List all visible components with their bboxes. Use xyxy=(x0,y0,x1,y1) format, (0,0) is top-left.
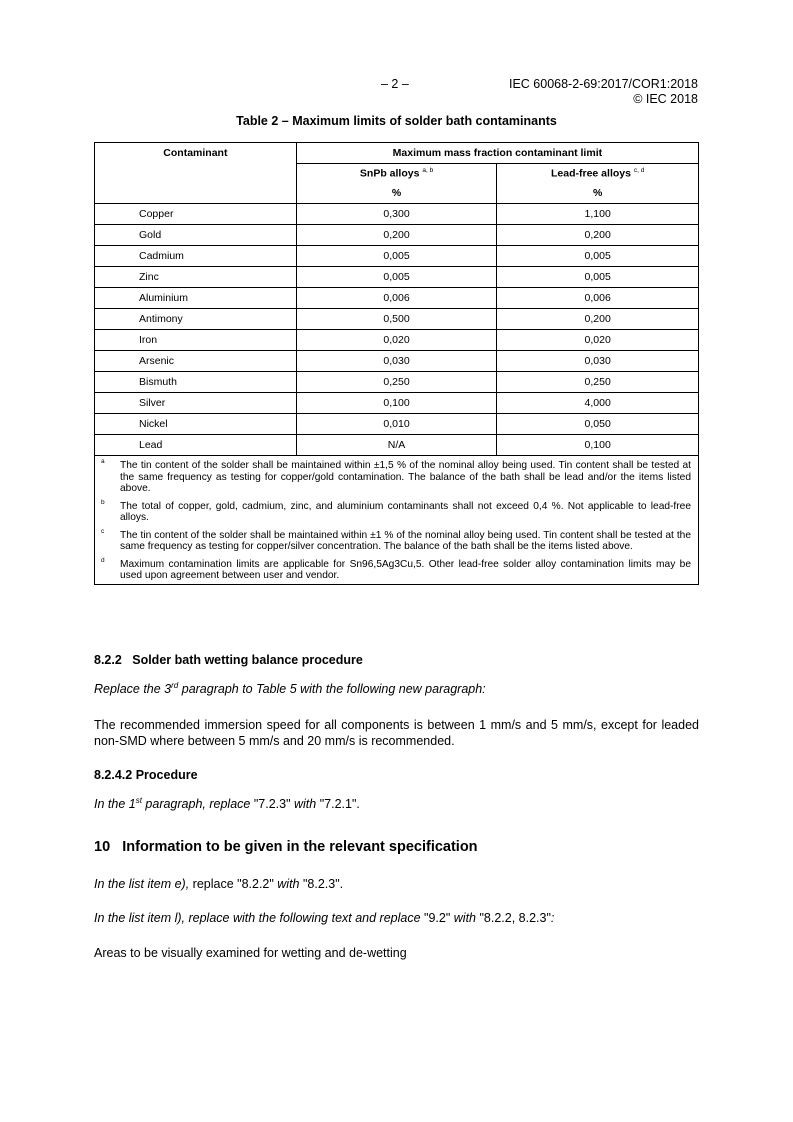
header-contaminant: Contaminant xyxy=(95,143,297,204)
instr-8242-b: paragraph, replace xyxy=(141,797,254,812)
table-row xyxy=(95,393,699,414)
table-footnote xyxy=(95,526,698,555)
contaminant-name: Cadmium xyxy=(95,246,297,267)
footnote-marker: b xyxy=(101,498,105,506)
item-e-d: "8.2.3". xyxy=(299,877,344,891)
table-row xyxy=(95,414,699,435)
item-l-a: In the list item l), replace with the following text and replace xyxy=(94,911,425,925)
document-id: IEC 60068-2-69:2017/COR1:2018 xyxy=(508,77,698,91)
page-number: – 2 – xyxy=(381,77,409,91)
header-snpb-label: SnPb alloys xyxy=(359,167,420,180)
section-8-2-4-2-instruction xyxy=(94,796,360,811)
header-leadfree xyxy=(497,164,699,184)
contaminant-name: Zinc xyxy=(95,267,297,288)
snpb-value: 0,030 xyxy=(296,351,497,372)
leadfree-value: 1,100 xyxy=(497,204,699,225)
table-row xyxy=(95,372,699,393)
header-snpb-notes: a, b xyxy=(422,167,434,175)
table-title: Table 2 – Maximum limits of solder bath contaminants xyxy=(236,114,557,128)
leadfree-value: 0,030 xyxy=(497,351,699,372)
contaminant-name: Silver xyxy=(95,393,297,414)
leadfree-value: 0,050 xyxy=(497,414,699,435)
snpb-value: 0,020 xyxy=(296,330,497,351)
table-row xyxy=(95,309,699,330)
table-footnotes-row xyxy=(95,456,699,585)
leadfree-value: 4,000 xyxy=(497,393,699,414)
section-8-2-2-instruction xyxy=(94,681,486,696)
section-10-item-e xyxy=(94,877,343,891)
table-row xyxy=(95,288,699,309)
section-8-2-2-number: 8.2.2 xyxy=(94,653,122,667)
contaminant-name: Gold xyxy=(95,225,297,246)
copyright-notice: © IEC 2018 xyxy=(633,92,698,106)
table-header-row xyxy=(95,143,699,164)
section-8-2-2-body: The recommended immersion speed for all components is between 1 mm/s and 5 mm/s, except for leaded non-SMD where between 5 mm/s and 20 mm/s is recommended. xyxy=(94,718,699,748)
table-row xyxy=(95,330,699,351)
footnote-text: Maximum contamination limits are applicable for Sn96,5Ag3Cu,5. Other lead-free solder alloy contamination limits may be used upon agreement between user and vendor. xyxy=(120,558,691,581)
table-row xyxy=(95,204,699,225)
leadfree-value: 0,006 xyxy=(497,288,699,309)
leadfree-value: 0,200 xyxy=(497,225,699,246)
snpb-value: 0,100 xyxy=(296,393,497,414)
footnote-marker: c xyxy=(101,527,105,535)
section-8-2-2-title: Solder bath wetting balance procedure xyxy=(132,653,363,667)
contaminant-name: Aluminium xyxy=(95,288,297,309)
document-header xyxy=(509,77,698,107)
contaminant-name: Bismuth xyxy=(95,372,297,393)
unit-snpb: % xyxy=(296,183,497,204)
unit-leadfree: % xyxy=(497,183,699,204)
header-leadfree-notes: c, d xyxy=(633,167,645,175)
item-e-b: replace "8.2.2" xyxy=(189,877,278,891)
leadfree-value: 0,005 xyxy=(497,267,699,288)
table-footnote xyxy=(95,555,698,584)
table-row xyxy=(95,246,699,267)
contaminants-table xyxy=(94,142,699,585)
contaminant-name: Nickel xyxy=(95,414,297,435)
footnote-text: The tin content of the solder shall be maintained within ±1,5 % of the nominal alloy being used. Tin content shall be tested at the same frequency as testing for copper/gold contamination. The balance of the bath shall be lead and/or the items listed above. xyxy=(120,460,691,494)
item-l-c: with xyxy=(450,911,480,925)
instr-8-2-2-a: Replace the 3 xyxy=(94,682,172,697)
table-row xyxy=(95,351,699,372)
instr-8242-a: In the 1 xyxy=(94,797,136,812)
instr-8-2-2-sup: rd xyxy=(171,681,179,690)
item-l-d: "8.2.2, 8.2.3" xyxy=(479,911,551,925)
footnote-text: The tin content of the solder shall be maintained within ±1 % of the nominal alloy being used. Tin content shall be tested at the same frequency as testing for copper/silver concentration. The balance of the bath shall be the items listed above. xyxy=(120,529,691,552)
contaminant-name: Arsenic xyxy=(95,351,297,372)
leadfree-value: 0,100 xyxy=(497,435,699,456)
table-footnote xyxy=(95,497,698,526)
snpb-value: N/A xyxy=(296,435,497,456)
footnote-text: The total of copper, gold, cadmium, zinc, and aluminium contaminants shall not exceed 0,4 %. Not applicable to lead-free alloys. xyxy=(120,500,691,523)
leadfree-value: 0,200 xyxy=(497,309,699,330)
section-10-title: Information to be given in the relevant specification xyxy=(122,839,478,855)
leadfree-value: 0,005 xyxy=(497,246,699,267)
item-l-b: "9.2" xyxy=(424,911,451,925)
instr-8242-with: with xyxy=(290,797,320,812)
table-footnote xyxy=(95,456,698,497)
snpb-value: 0,005 xyxy=(296,267,497,288)
snpb-value: 0,010 xyxy=(296,414,497,435)
table-footnotes xyxy=(95,456,699,585)
footnote-marker: d xyxy=(101,556,105,564)
section-10-body: Areas to be visually examined for wetting and de-wetting xyxy=(94,946,407,960)
snpb-value: 0,250 xyxy=(296,372,497,393)
leadfree-value: 0,020 xyxy=(497,330,699,351)
instr-8242-new: "7.2.1". xyxy=(319,797,360,812)
item-l-e: : xyxy=(550,911,555,925)
contaminant-name: Iron xyxy=(95,330,297,351)
header-snpb xyxy=(296,164,497,184)
section-8-2-2-heading xyxy=(94,653,363,667)
contaminant-name: Copper xyxy=(95,204,297,225)
table-row xyxy=(95,267,699,288)
snpb-value: 0,200 xyxy=(296,225,497,246)
instr-8242-sup: st xyxy=(135,796,142,805)
leadfree-value: 0,250 xyxy=(497,372,699,393)
item-e-c: with xyxy=(277,877,300,891)
contaminant-name: Antimony xyxy=(95,309,297,330)
contaminant-name: Lead xyxy=(95,435,297,456)
section-10-item-l xyxy=(94,911,554,925)
section-10-heading xyxy=(94,839,478,855)
snpb-value: 0,500 xyxy=(296,309,497,330)
section-10-number: 10 xyxy=(94,839,111,855)
snpb-value: 0,005 xyxy=(296,246,497,267)
table-row xyxy=(95,435,699,456)
snpb-value: 0,006 xyxy=(296,288,497,309)
instr-8242-old: "7.2.3" xyxy=(253,797,291,812)
table-row xyxy=(95,225,699,246)
footnote-marker: a xyxy=(101,458,105,465)
section-8-2-4-2-heading: 8.2.4.2 Procedure xyxy=(94,768,198,782)
header-leadfree-label: Lead-free alloys xyxy=(551,167,631,180)
header-max-mass-fraction: Maximum mass fraction contaminant limit xyxy=(296,143,698,164)
item-e-a: In the list item e), xyxy=(94,877,190,891)
instr-8-2-2-b: paragraph to Table 5 with the following new paragraph: xyxy=(178,682,486,697)
snpb-value: 0,300 xyxy=(296,204,497,225)
